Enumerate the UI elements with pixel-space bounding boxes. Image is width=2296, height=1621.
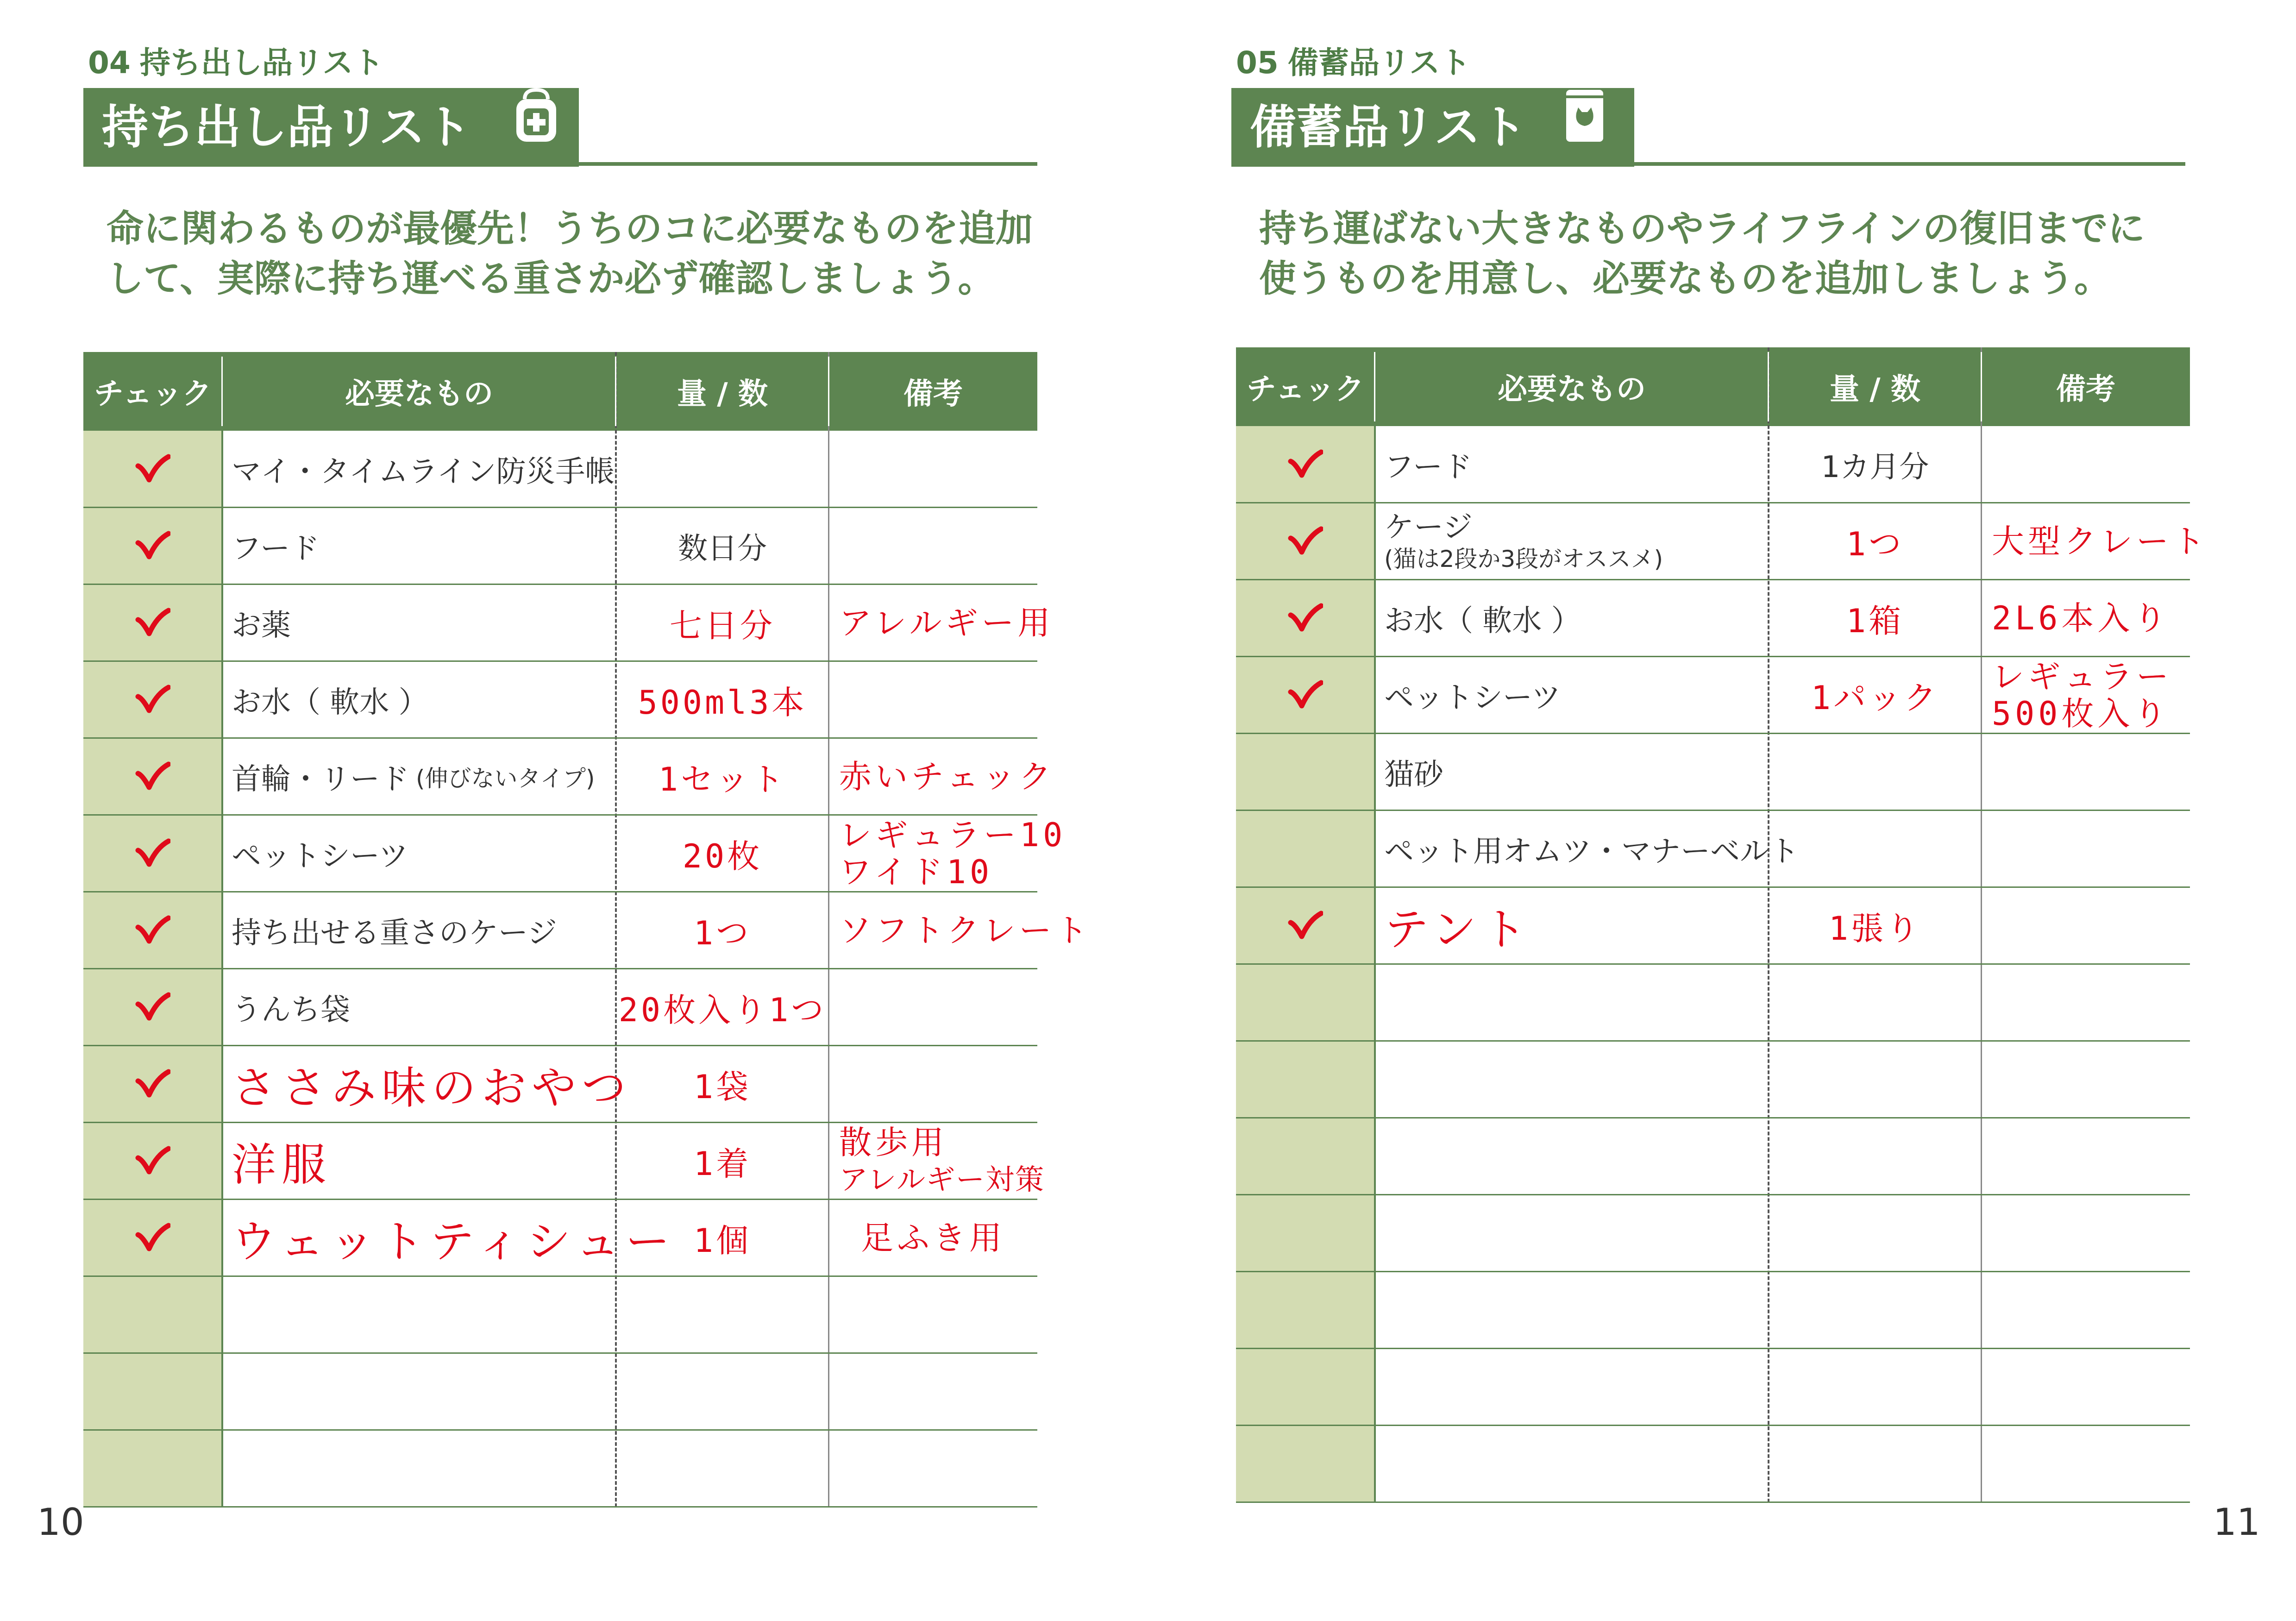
checkmark-icon [135, 685, 170, 715]
row-divider [1236, 1502, 2190, 1503]
qty-cell[interactable] [1769, 1118, 1982, 1195]
item-cell [1375, 580, 1769, 657]
qty-cell[interactable] [1769, 1041, 1982, 1118]
qty-cell[interactable] [1769, 734, 1982, 810]
table-row [83, 892, 1092, 969]
qty-cell[interactable] [616, 1123, 829, 1200]
header-divider [1768, 352, 1769, 421]
check-cell[interactable] [83, 738, 222, 815]
check-cell[interactable] [83, 1200, 222, 1276]
check-cell[interactable] [1236, 1195, 1375, 1272]
qty-cell[interactable] [1769, 1349, 1982, 1426]
check-cell[interactable] [1236, 580, 1375, 657]
item-name: ペット用オムツ・マナーベルト [1384, 835, 1799, 869]
table-row [83, 969, 1037, 1046]
item-cell [1375, 1272, 1769, 1349]
checkmark-icon [1288, 449, 1323, 480]
table-row [1236, 734, 2190, 810]
item-cell [222, 892, 616, 969]
section-label [1236, 38, 1471, 82]
note-value-line2: 500枚入り [1992, 695, 2170, 733]
qty-cell[interactable] [616, 1046, 829, 1123]
item-cell [1375, 1041, 1769, 1118]
note-value: 2L6本入り [1992, 599, 2170, 637]
note-value: 散歩用 [839, 1124, 947, 1162]
item-name: ケージ [1384, 510, 1473, 545]
note-cell[interactable] [1982, 426, 2190, 503]
intro-line: 持ち運ばない大きなものやライフラインの復旧までに [1259, 207, 2145, 250]
item-subnote: (伸びないタイプ) [416, 765, 595, 792]
table-row [1236, 1118, 2190, 1195]
item-name: ペットシーツ [1384, 681, 1561, 715]
table-row [83, 584, 1054, 661]
table-row [1236, 1349, 2190, 1426]
header-divider [1374, 352, 1375, 421]
check-cell[interactable] [83, 1353, 222, 1430]
note-value: 大型クレート [1992, 522, 2208, 560]
check-cell[interactable] [1236, 1349, 1375, 1426]
table-row [83, 431, 1037, 508]
table-row [83, 1046, 1037, 1123]
section-number: 05 [1236, 45, 1279, 81]
qty-value: 1つ [1846, 525, 1904, 563]
header-item: 必要なもの [345, 377, 493, 411]
table-row [1236, 964, 2190, 1041]
note-cell[interactable] [1982, 1426, 2190, 1502]
qty-cell[interactable] [1769, 810, 1982, 887]
qty-cell[interactable] [1769, 887, 1982, 964]
note-value: レギュラー [1992, 658, 2172, 696]
qty-value: 20枚入り1つ [618, 991, 827, 1029]
check-cell[interactable] [1236, 426, 1375, 503]
item-cell [1375, 1195, 1769, 1272]
section-label-text: 持ち出し品リスト [139, 45, 384, 81]
header-divider [828, 357, 829, 426]
check-cell[interactable] [83, 815, 222, 892]
row-divider [83, 1506, 1037, 1508]
qty-cell[interactable] [616, 892, 829, 969]
note-cell[interactable] [829, 1046, 1037, 1123]
check-cell[interactable] [83, 661, 222, 738]
item-name: 持ち出せる重さのケージ [232, 916, 557, 950]
note-value: ソフトクレート [839, 911, 1092, 949]
note-value: アレルギー用 [839, 604, 1054, 642]
qty-cell[interactable] [616, 584, 829, 661]
item-cell [1375, 657, 1769, 734]
qty-cell[interactable] [616, 508, 829, 584]
table-row [83, 815, 1066, 892]
item-cell [222, 431, 616, 508]
qty-value: 1着 [693, 1144, 752, 1183]
qty-cell[interactable] [1769, 1426, 1982, 1502]
qty-cell[interactable] [1769, 426, 1982, 503]
table-row [83, 738, 1055, 815]
check-cell[interactable] [1236, 964, 1375, 1041]
header-check: チェック [94, 377, 212, 411]
item-cell [1375, 734, 1769, 810]
table-row [83, 661, 1037, 738]
qty-cell[interactable] [616, 738, 829, 815]
checkmark-icon [135, 838, 170, 869]
intro-text [1259, 204, 2208, 304]
checkmark-icon [135, 992, 170, 1023]
checkmark-icon [135, 454, 170, 484]
qty-value: 20枚 [682, 837, 763, 875]
checkmark-icon [135, 1146, 170, 1176]
note-cell[interactable] [829, 1276, 1037, 1353]
note-cell[interactable] [1982, 580, 2190, 657]
qty-cell[interactable] [616, 431, 829, 508]
header-note: 備考 [903, 377, 963, 411]
check-cell[interactable] [1236, 503, 1375, 580]
checkmark-icon [1288, 680, 1323, 710]
check-cell[interactable] [1236, 887, 1375, 964]
checkmark-icon [1288, 911, 1323, 941]
check-cell[interactable] [83, 431, 222, 508]
qty-cell[interactable] [616, 815, 829, 892]
checkmark-icon [135, 761, 170, 792]
note-value-line2: ワイド10 [839, 853, 993, 891]
section-number: 04 [88, 45, 131, 81]
note-value-line2: アレルギー対策 [839, 1162, 1045, 1196]
intro-line: して、実際に持ち運べる重さか必ず確認しましょう。 [107, 257, 995, 300]
qty-cell[interactable] [616, 1200, 829, 1276]
note-cell[interactable] [1982, 1349, 2190, 1426]
item-name: ペットシーツ [232, 839, 408, 873]
qty-value: 500ml3本 [638, 683, 807, 722]
check-cell[interactable] [83, 1046, 222, 1123]
item-name: マイ・タイムライン防災手帳 [232, 455, 615, 489]
header-divider [1981, 352, 1982, 421]
item-name: テント [1384, 903, 1532, 955]
check-cell[interactable] [83, 892, 222, 969]
qty-cell[interactable] [1769, 1272, 1982, 1349]
table-row [1236, 1195, 2190, 1272]
item-cell [222, 738, 616, 815]
item-name: 首輪・リード [232, 762, 409, 797]
qty-value: 1張り [1828, 909, 1922, 948]
check-cell[interactable] [83, 508, 222, 584]
check-cell[interactable] [1236, 810, 1375, 887]
check-cell[interactable] [83, 584, 222, 661]
note-cell[interactable] [829, 508, 1037, 584]
note-cell[interactable] [1982, 1272, 2190, 1349]
item-name: お薬 [232, 609, 291, 643]
intro-text [107, 204, 1056, 304]
qty-cell[interactable] [616, 1430, 829, 1507]
check-cell[interactable] [1236, 734, 1375, 810]
table-row [1236, 503, 2208, 580]
backpack-icon [506, 85, 566, 169]
item-cell [1375, 1426, 1769, 1502]
check-cell[interactable] [83, 1430, 222, 1507]
item-cell [1375, 1118, 1769, 1195]
header-qty: 量 / 数 [677, 377, 768, 411]
check-cell[interactable] [1236, 1272, 1375, 1349]
qty-cell[interactable] [1769, 964, 1982, 1041]
table-row [1236, 810, 2190, 887]
item-cell [1375, 964, 1769, 1041]
qty-value: 1カ月分 [1821, 450, 1929, 484]
qty-cell[interactable] [1769, 580, 1982, 657]
qty-cell[interactable] [1769, 657, 1982, 734]
checklist-table [1236, 347, 2208, 1505]
page-title-text: 持ち出し品リスト [102, 100, 471, 154]
note-cell[interactable] [1982, 887, 2190, 964]
item-cell [222, 661, 616, 738]
item-name: ささみ味のおやつ [232, 1062, 632, 1114]
intro-line: 命に関わるものが最優先！うちのコに必要なものを追加 [107, 207, 1033, 250]
note-value: 足ふき用 [861, 1219, 1005, 1257]
item-cell [222, 1353, 616, 1430]
table-row [83, 1200, 1037, 1276]
checkmark-icon [1288, 526, 1323, 557]
qty-cell[interactable] [616, 969, 829, 1046]
title-underline [1231, 162, 2185, 166]
checkmark-icon [135, 915, 170, 946]
header-qty: 量 / 数 [1830, 372, 1920, 407]
item-cell [1375, 810, 1799, 887]
qty-value: 1個 [693, 1221, 752, 1260]
check-cell[interactable] [83, 1276, 222, 1353]
item-name: うんち袋 [232, 993, 350, 1027]
header-note: 備考 [2056, 372, 2115, 407]
qty-cell[interactable] [616, 1353, 829, 1430]
section-label [88, 38, 384, 82]
qty-value: 1つ [693, 914, 752, 952]
qty-cell[interactable] [1769, 503, 1982, 580]
item-cell [1375, 1349, 1769, 1426]
note-cell[interactable] [1982, 503, 2208, 580]
page-title [1231, 88, 1634, 167]
note-cell[interactable] [829, 969, 1037, 1046]
check-cell[interactable] [1236, 1426, 1375, 1502]
note-cell[interactable] [829, 1123, 1045, 1200]
item-cell [222, 1430, 616, 1507]
note-cell[interactable] [1982, 1118, 2190, 1195]
table-row [83, 1276, 1037, 1353]
item-cell [222, 1200, 676, 1276]
item-cell [222, 969, 616, 1046]
item-name: フード [232, 532, 320, 566]
check-cell[interactable] [1236, 1041, 1375, 1118]
qty-cell[interactable] [616, 1276, 829, 1353]
qty-value: 1袋 [693, 1068, 752, 1106]
qty-value: 七日分 [670, 606, 775, 645]
note-cell[interactable] [829, 584, 1054, 661]
item-cell [1375, 503, 1769, 580]
note-cell[interactable] [1982, 734, 2190, 810]
checkmark-icon [135, 608, 170, 638]
item-cell [1375, 426, 1769, 503]
table-row [1236, 426, 2190, 503]
checkmark-icon [135, 1223, 170, 1253]
note-value: 赤いチェック [839, 758, 1055, 796]
item-cell [1375, 887, 1769, 964]
item-name: 洋服 [232, 1138, 332, 1191]
note-cell[interactable] [829, 1430, 1037, 1507]
page-title [83, 88, 579, 167]
page-right [1148, 0, 2296, 1621]
checkmark-icon [135, 531, 170, 561]
check-cell[interactable] [1236, 657, 1375, 734]
item-cell [222, 1046, 632, 1123]
note-cell[interactable] [829, 1353, 1037, 1430]
note-cell[interactable] [829, 431, 1037, 508]
header-divider [615, 357, 616, 426]
qty-value: 1セット [658, 760, 787, 798]
title-underline [83, 162, 1037, 166]
item-cell [222, 815, 616, 892]
item-subnote: (猫は2段か3段がオススメ) [1384, 546, 1663, 572]
table-row [1236, 1426, 2190, 1502]
table-row [1236, 580, 2190, 657]
item-name: 猫砂 [1384, 758, 1443, 792]
item-cell [222, 1123, 616, 1200]
header-check: チェック [1246, 372, 1365, 407]
note-cell[interactable] [829, 892, 1092, 969]
note-cell[interactable] [1982, 964, 2190, 1041]
table-row [83, 508, 1037, 584]
checkmark-icon [135, 1069, 170, 1100]
table-row [1236, 657, 2190, 734]
checklist-table [83, 352, 1092, 1510]
qty-value: 1パック [1811, 679, 1939, 717]
note-cell[interactable] [1982, 1041, 2190, 1118]
note-cell[interactable] [1982, 1195, 2190, 1272]
table-row [1236, 1272, 2190, 1349]
item-name: お水（ 軟水 ） [1384, 604, 1581, 638]
item-name: フード [1384, 450, 1473, 484]
check-cell[interactable] [1236, 1118, 1375, 1195]
header-divider [221, 357, 223, 426]
intro-line: 使うものを用意し、必要なものを追加しましょう。 [1259, 257, 2111, 300]
qty-value: 数日分 [678, 532, 767, 566]
table-row [1236, 1041, 2190, 1118]
cat-food-bag-icon [1562, 85, 1608, 169]
header-item: 必要なもの [1498, 372, 1646, 407]
page-number: 10 [37, 1501, 84, 1544]
check-cell[interactable] [83, 969, 222, 1046]
section-label-text: 備蓄品リスト [1287, 45, 1471, 81]
item-name: お水（ 軟水 ） [232, 685, 428, 720]
qty-value: 1箱 [1846, 602, 1904, 640]
qty-cell[interactable] [616, 661, 829, 738]
page-title-text: 備蓄品リスト [1250, 100, 1527, 154]
check-cell[interactable] [83, 1123, 222, 1200]
item-cell [222, 1276, 616, 1353]
table-row [83, 1353, 1037, 1430]
note-cell[interactable] [1982, 657, 2190, 734]
note-value: レギュラー10 [839, 816, 1066, 854]
note-cell[interactable] [1982, 810, 2190, 887]
qty-cell[interactable] [1769, 1195, 1982, 1272]
note-cell[interactable] [829, 738, 1055, 815]
note-cell[interactable] [829, 1200, 1037, 1276]
page-number: 11 [2213, 1501, 2260, 1544]
table-row [83, 1123, 1045, 1200]
note-cell[interactable] [829, 815, 1066, 892]
checkmark-icon [1288, 603, 1323, 634]
note-cell[interactable] [829, 661, 1037, 738]
table-row [83, 1430, 1037, 1507]
item-name: ウェットティシュー [232, 1215, 676, 1268]
item-cell [222, 508, 616, 584]
table-row [1236, 887, 2190, 964]
item-cell [222, 584, 616, 661]
